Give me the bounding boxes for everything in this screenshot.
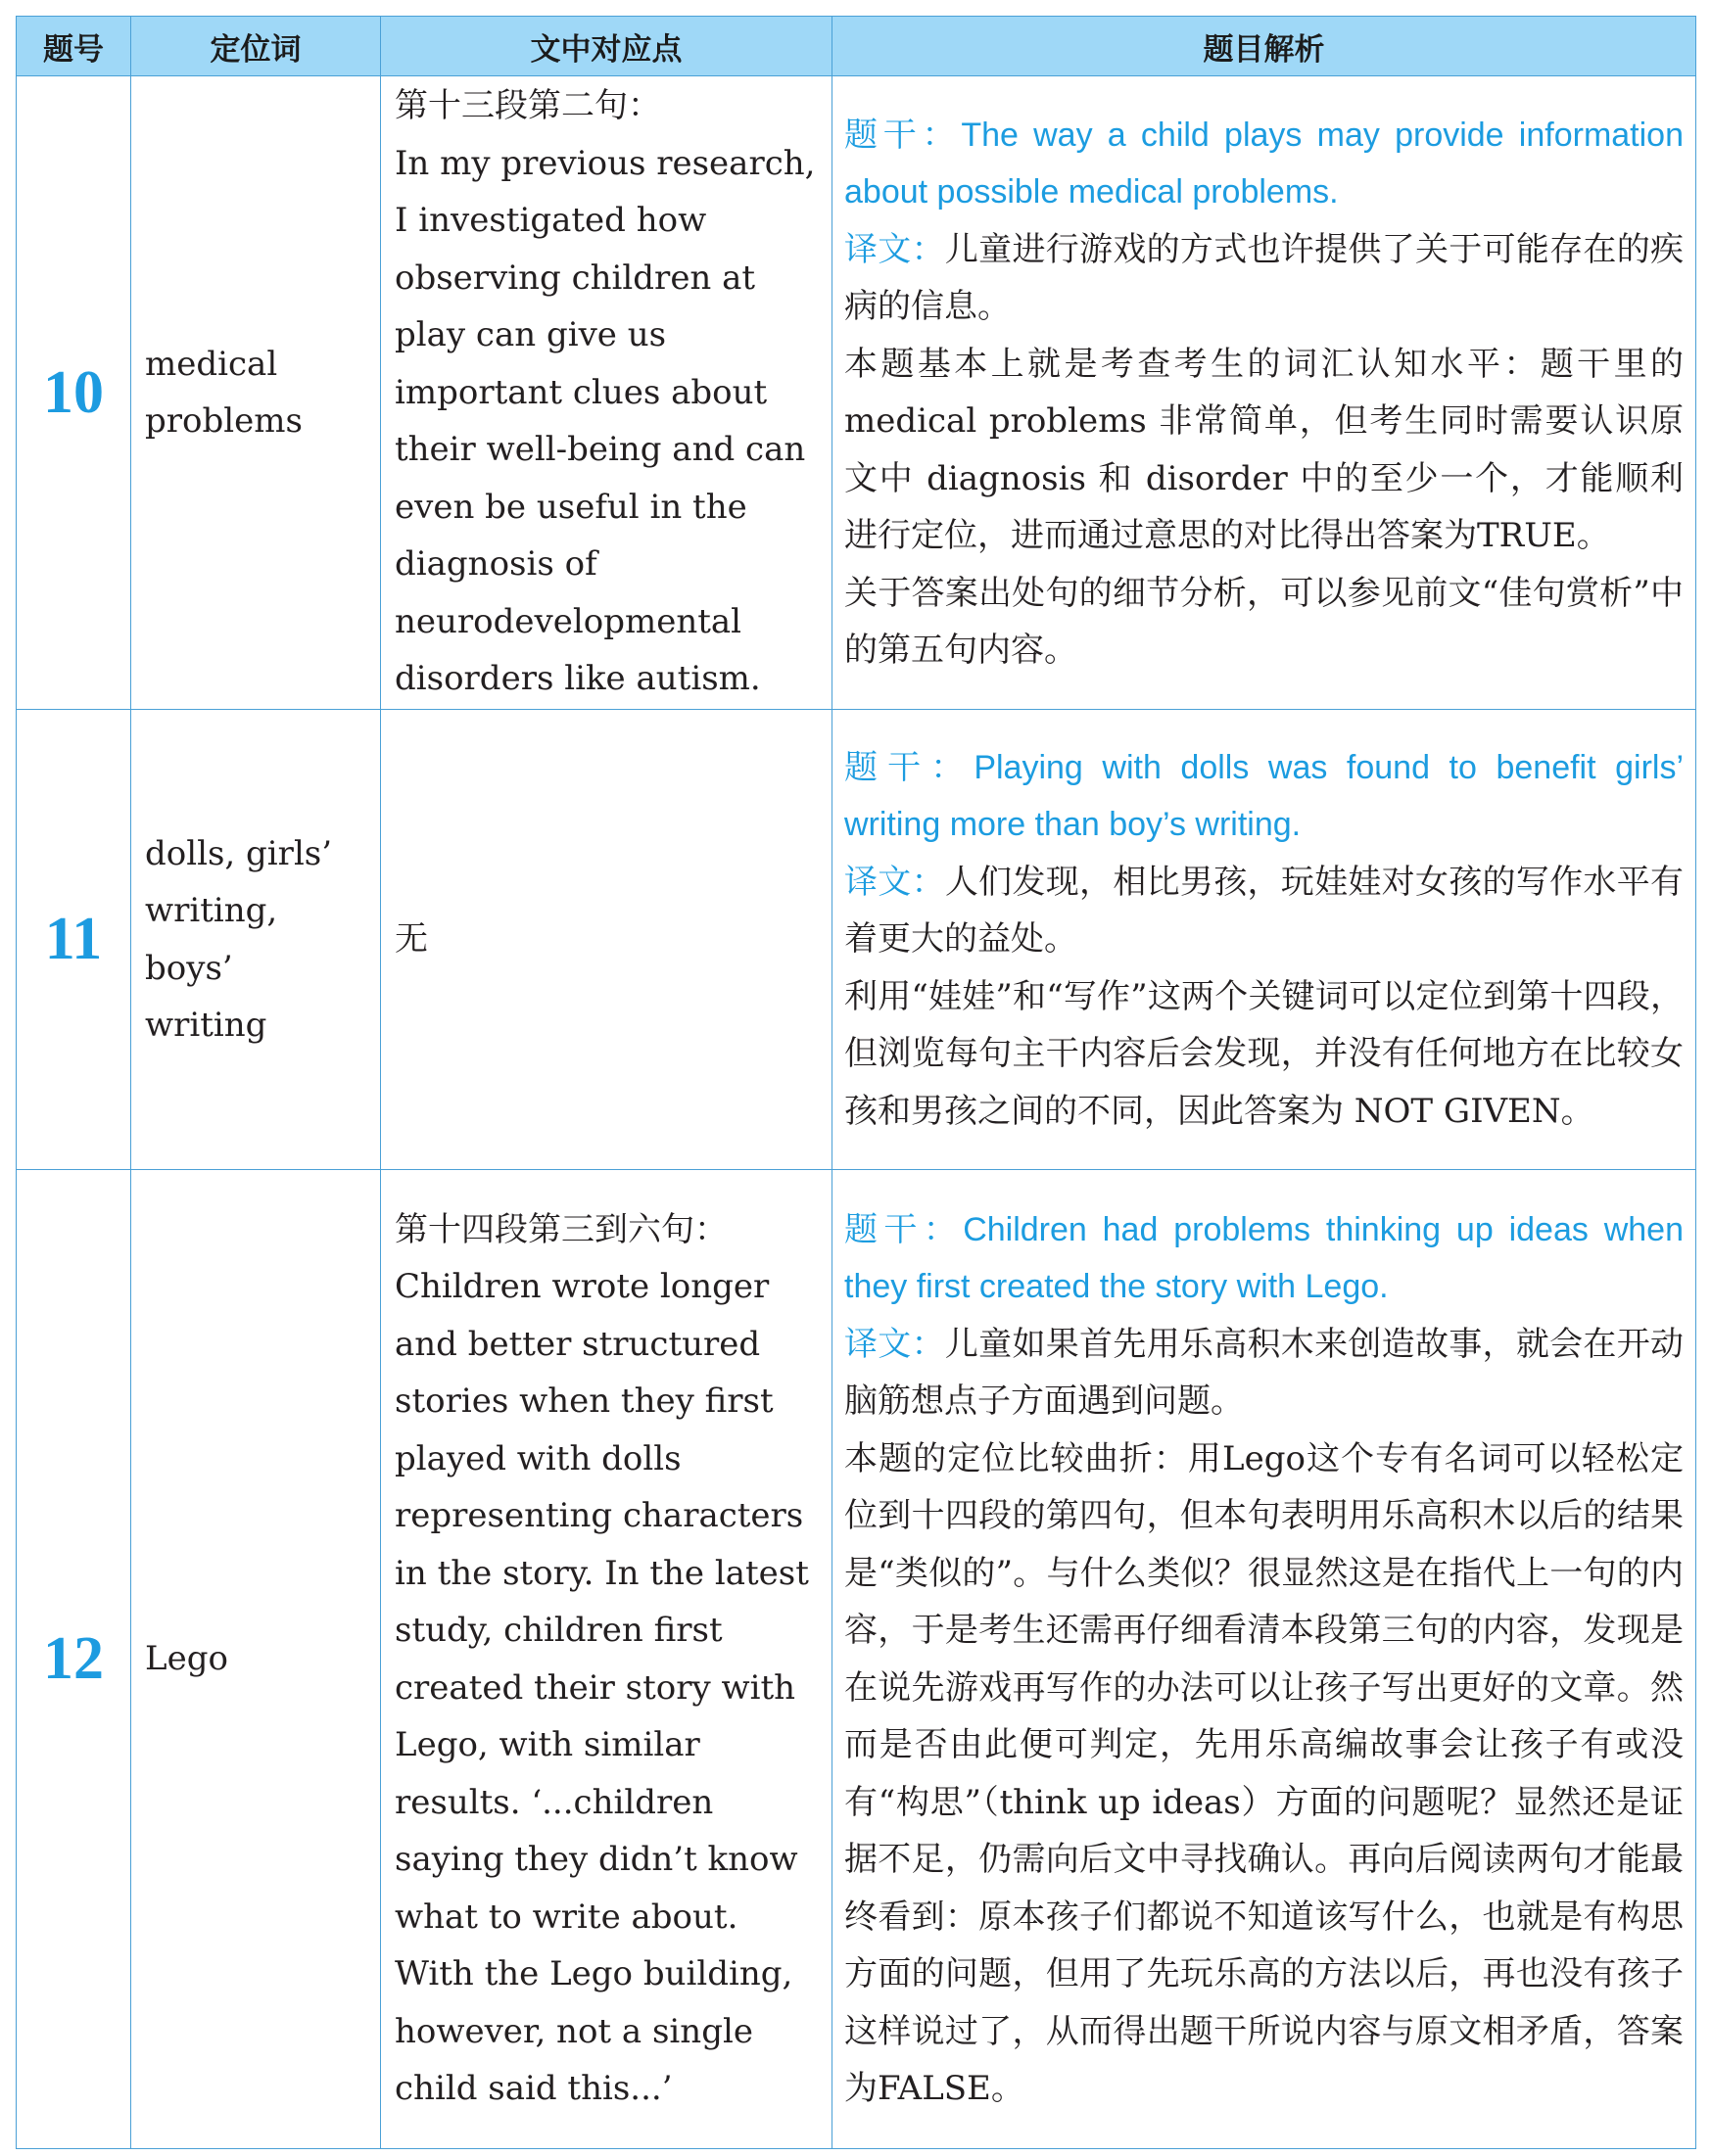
question-number: 12 xyxy=(17,1170,131,2149)
location-title: 第十四段第三到六句： xyxy=(395,1209,728,1249)
analysis-paragraph: 本题的定位比较曲折：用Lego这个专有名词可以轻松定位到十四段的第四句，但本句表明用乐高积木以后的结果是“类似的”。与什么类似？很显然这是在指代上一句的内容，于是考生还需再仔细看清本段第三句的内容，发现是在说先游戏再写作的办法可以让孩子写出更好的文章。然而是否由此便可判定，先用乐高编故事会让孩子有或没有“构思”（think up ideas）方面的问题呢？显然还是证据不足，仍需向后文中寻找确认。再向后阅读两句才能最终看到：原本孩子们都说不知道该写什么，也就是有构思方面的问题，但用了先玩乐高的方法以后，再也没有孩子这样说过了，从而得出题干所说内容与原文相矛盾，答案为FALSE。 xyxy=(844,1438,1684,2108)
question-stem xyxy=(844,739,1684,854)
translation-text: 儿童进行游戏的方式也许提供了关于可能存在的疾病的信息。 xyxy=(844,229,1684,326)
table-header-row xyxy=(17,17,1696,76)
location-title: 无 xyxy=(395,919,428,960)
location-cell xyxy=(381,710,832,1170)
location-text: In my previous research, I investigated how observing children at play can give us important clues about their well-being and can even be useful in the diagnosis of neurodevelopmental disorders like autism. xyxy=(395,143,816,699)
keywords-cell: medical problems xyxy=(131,76,381,710)
header-text-location: 文中对应点 xyxy=(381,17,832,76)
location-title: 第十三段第二句： xyxy=(395,86,661,126)
question-number: 11 xyxy=(17,710,131,1170)
header-keywords: 定位词 xyxy=(131,17,381,76)
translation-text: 儿童如果首先用乐高积木来创造故事，就会在开动脑筋想点子方面遇到问题。 xyxy=(844,1324,1684,1421)
analysis-cell xyxy=(832,710,1696,1170)
analysis-cell xyxy=(832,76,1696,710)
translation xyxy=(844,221,1684,336)
question-label: 题干： xyxy=(844,1209,964,1249)
translation xyxy=(844,854,1684,968)
location-text: Children wrote longer and better structured stories when they first played with dolls representing characters in the story. In the latest study, children first created their story with Lego, with similar results. ‘...children saying they didn’t know what to write about. With the Lego building, however, not a single child said this...’ xyxy=(395,1267,809,2108)
analysis-paragraph: 利用“娃娃”和“写作”这两个关键词可以定位到第十四段，但浏览每句主干内容后会发现，并没有任何地方在比较女孩和男孩之间的不同，因此答案为 NOT GIVEN。 xyxy=(844,976,1684,1131)
translation-label: 译文： xyxy=(844,1324,945,1364)
table-row xyxy=(17,76,1696,710)
question-stem xyxy=(844,1201,1684,1316)
question-text: Children had problems thinking up ideas when they first created the story with Lego. xyxy=(844,1210,1684,1305)
question-label: 题干： xyxy=(844,747,974,787)
table-row xyxy=(17,710,1696,1170)
analysis-paragraph: 关于答案出处句的细节分析，可以参见前文“佳句赏析”中的第五句内容。 xyxy=(844,573,1684,670)
translation xyxy=(844,1316,1684,1430)
header-analysis: 题目解析 xyxy=(832,17,1696,76)
translation-label: 译文： xyxy=(844,229,945,269)
question-text: The way a child plays may provide information about possible medical problems. xyxy=(844,116,1684,211)
location-cell xyxy=(381,1170,832,2149)
table-row xyxy=(17,1170,1696,2149)
question-analysis-table xyxy=(16,16,1696,2149)
question-label: 题干： xyxy=(844,115,962,155)
question-stem xyxy=(844,107,1684,221)
header-question-number: 题号 xyxy=(17,17,131,76)
analysis-cell xyxy=(832,1170,1696,2149)
location-cell xyxy=(381,76,832,710)
analysis-table-container xyxy=(16,16,1695,2149)
analysis-paragraph: 本题基本上就是考查考生的词汇认知水平：题干里的 medical problems 非常简单，但考生同时需要认识原文中 diagnosis 和 disorder 中的至少一个，才能顺利进行定位，进而通过意思的对比得出答案为TRUE。 xyxy=(844,344,1684,555)
keywords-cell: Lego xyxy=(131,1170,381,2149)
question-text: Playing with dolls was found to benefit girls’ writing more than boy’s writing. xyxy=(844,748,1684,844)
translation-label: 译文： xyxy=(844,862,945,902)
keywords-cell: dolls, girls’ writing, boys’ writing xyxy=(131,710,381,1170)
translation-text: 人们发现，相比男孩，玩娃娃对女孩的写作水平有着更大的益处。 xyxy=(844,862,1684,960)
question-number: 10 xyxy=(17,76,131,710)
